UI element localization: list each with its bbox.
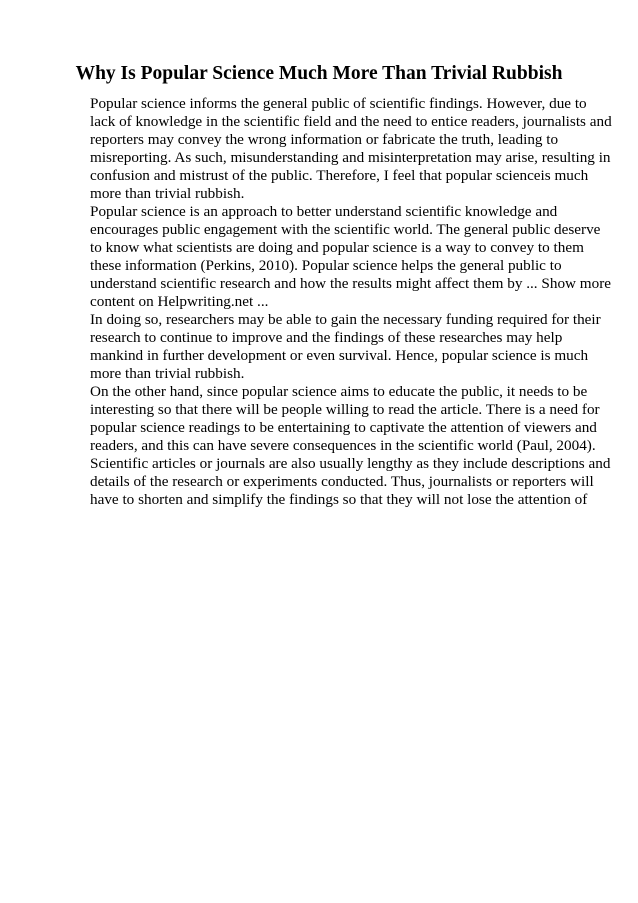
text-line: have to shorten and simplify the findings so that they will not lose the attention of xyxy=(90,491,588,508)
text-line: popular science readings to be entertaining to captivate the attention of viewers and xyxy=(90,419,597,436)
paragraph-1 xyxy=(90,95,612,203)
text-line: understand scientific research and how the results might affect them by ... Show more xyxy=(90,275,612,292)
text-line: research to continue to improve and the findings of these researches may help xyxy=(90,329,563,346)
text-line: lack of knowledge in the scientific field and the need to entice readers, journalists and xyxy=(90,113,612,130)
text-line: In doing so, researchers may be able to gain the necessary funding required for their xyxy=(90,311,601,328)
text-line: Popular science is an approach to better understand scientific knowledge and xyxy=(90,203,558,220)
paragraph-3 xyxy=(90,311,601,383)
text-line: On the other hand, since popular science aims to educate the public, it needs to be xyxy=(90,383,588,400)
document-title: Why Is Popular Science Much More Than Trivial Rubbish xyxy=(75,63,563,84)
text-line: Popular science informs the general public of scientific findings. However, due to xyxy=(90,95,587,112)
paragraph-2 xyxy=(90,203,612,311)
text-line: more than trivial rubbish. xyxy=(90,185,245,202)
text-line: confusion and mistrust of the public. Therefore, I feel that popular scienceis much xyxy=(90,167,589,184)
text-line: encourages public engagement with the scientific world. The general public deserve xyxy=(90,221,601,238)
text-line: readers, and this can have severe consequences in the scientific world (Paul, 2004). xyxy=(90,437,596,454)
text-line: these information (Perkins, 2010). Popular science helps the general public to xyxy=(90,257,562,274)
text-line: misreporting. As such, misunderstanding and misinterpretation may arise, resulting in xyxy=(90,149,611,166)
text-line: mankind in further development or even survival. Hence, popular science is much xyxy=(90,347,589,364)
paragraph-4 xyxy=(90,383,611,509)
text-line: to know what scientists are doing and popular science is a way to convey to them xyxy=(90,239,584,256)
text-line: more than trivial rubbish. xyxy=(90,365,245,382)
text-line: content on Helpwriting.net ... xyxy=(90,293,269,310)
text-line: details of the research or experiments conducted. Thus, journalists or reporters will xyxy=(90,473,594,490)
text-line: interesting so that there will be people willing to read the article. There is a need for xyxy=(90,401,600,418)
text-line: Scientific articles or journals are also usually lengthy as they include descriptions and xyxy=(90,455,611,472)
document-body xyxy=(90,95,612,509)
text-line: reporters may convey the wrong information or fabricate the truth, leading to xyxy=(90,131,559,148)
